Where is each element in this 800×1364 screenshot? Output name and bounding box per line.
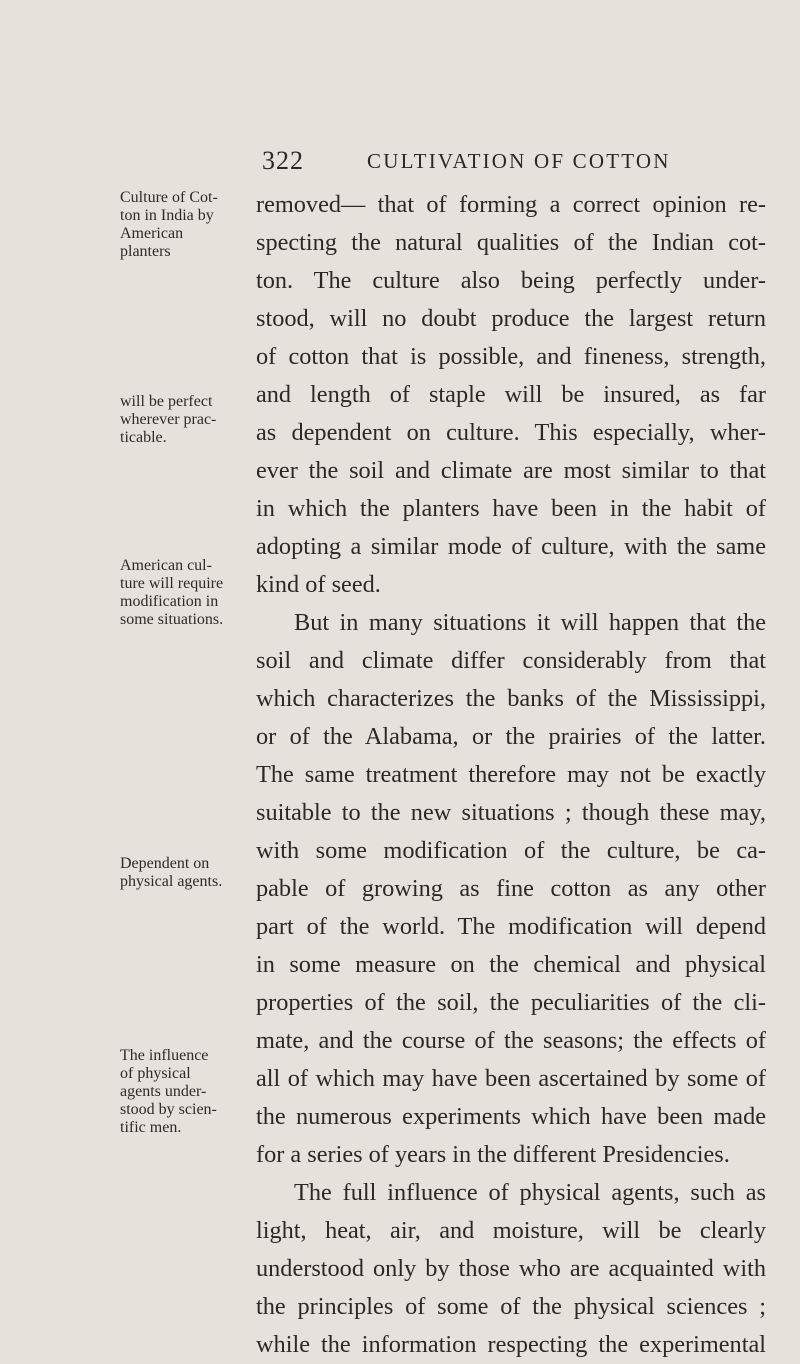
- text-line: The same treatment therefore may not be exactly: [256, 761, 766, 788]
- text-line: understood only by those who are acquainted with: [256, 1255, 766, 1282]
- text-line: part of the world. The modification will depend: [256, 913, 766, 940]
- text-line: mate, and the course of the seasons; the effects of: [256, 1027, 766, 1054]
- margin-note-line: physical agents.: [120, 873, 223, 890]
- margin-note: [120, 557, 262, 629]
- margin-note-line: The influence: [120, 1047, 209, 1064]
- margin-notes: [0, 0, 260, 1364]
- text-line: all of which may have been ascertained by some of: [256, 1065, 766, 1092]
- margin-note-line: Culture of Cot-: [120, 189, 218, 206]
- page-number: 322: [262, 146, 304, 175]
- margin-note-line: of physical: [120, 1065, 191, 1082]
- text-line: while the information respecting the experimental: [256, 1331, 766, 1358]
- text-line: the principles of some of the physical sciences ;: [256, 1293, 766, 1320]
- margin-note-line: stood by scien-: [120, 1101, 217, 1118]
- text-line: in which the planters have been in the habit of: [256, 495, 766, 522]
- text-line: adopting a similar mode of culture, with the same: [256, 533, 766, 560]
- text-line: The full influence of physical agents, such as: [294, 1179, 766, 1206]
- margin-note-line: modification in: [120, 593, 219, 610]
- text-line: removed— that of forming a correct opinion re-: [256, 191, 766, 218]
- text-line: kind of seed.: [256, 571, 381, 598]
- text-line: ever the soil and climate are most similar to that: [256, 457, 766, 484]
- margin-note-line: ticable.: [120, 429, 167, 446]
- text-line: properties of the soil, the peculiarities of the cli-: [256, 989, 766, 1016]
- text-line: the numerous experiments which have been made: [256, 1103, 766, 1130]
- margin-note: [120, 393, 262, 447]
- text-line: and length of staple will be insured, as far: [256, 381, 766, 408]
- text-line: But in many situations it will happen that the: [294, 609, 766, 636]
- text-line: as dependent on culture. This especially, wher-: [256, 419, 766, 446]
- text-line: of cotton that is possible, and fineness, strength,: [256, 343, 766, 370]
- margin-note-line: American cul-: [120, 557, 212, 574]
- text-line: pable of growing as fine cotton as any other: [256, 875, 766, 902]
- margin-note-line: wherever prac-: [120, 411, 217, 428]
- margin-note-line: American: [120, 225, 184, 242]
- running-head: CULTIVATION OF COTTON: [367, 149, 671, 173]
- text-line: in some measure on the chemical and physical: [256, 951, 766, 978]
- margin-note-line: ton in India by: [120, 207, 214, 224]
- body-text: [256, 0, 768, 1364]
- margin-note-line: agents under-: [120, 1083, 207, 1100]
- text-line: soil and climate differ considerably from that: [256, 647, 766, 674]
- text-line: light, heat, air, and moisture, will be clearly: [256, 1217, 766, 1244]
- text-line: for a series of years in the different Presidencies.: [256, 1141, 730, 1168]
- text-line: or of the Alabama, or the prairies of the latter.: [256, 723, 766, 750]
- text-line: stood, will no doubt produce the largest return: [256, 305, 766, 332]
- margin-note: [120, 855, 262, 891]
- margin-note: [120, 189, 262, 261]
- margin-note-line: tific men.: [120, 1119, 182, 1136]
- text-line: which characterizes the banks of the Mississippi,: [256, 685, 766, 712]
- text-line: with some modification of the culture, be ca-: [256, 837, 766, 864]
- margin-note-line: ture will require: [120, 575, 224, 592]
- text-line: specting the natural qualities of the Indian cot-: [256, 229, 766, 256]
- text-line: ton. The culture also being perfectly under-: [256, 267, 766, 294]
- margin-note-line: some situations.: [120, 611, 224, 628]
- margin-note-line: will be perfect: [120, 393, 213, 410]
- margin-note-line: Dependent on: [120, 855, 210, 872]
- margin-note: [120, 1047, 262, 1137]
- text-line: suitable to the new situations ; though these may,: [256, 799, 766, 826]
- margin-note-line: planters: [120, 243, 171, 260]
